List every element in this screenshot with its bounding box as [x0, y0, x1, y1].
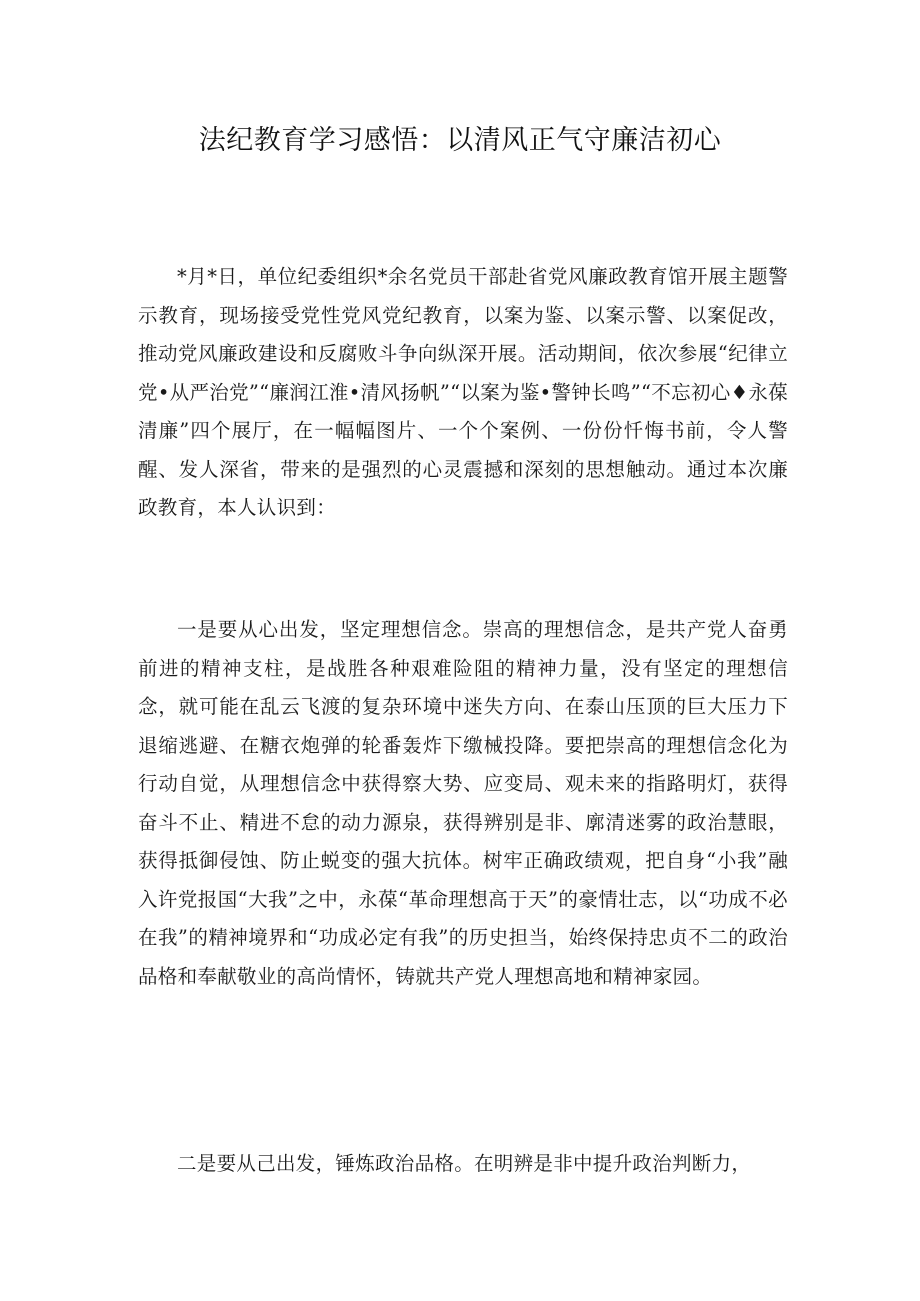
paragraph-point-one: 一是要从心出发，坚定理想信念。崇高的理想信念，是共产党人奋勇前进的精神支柱，是战胜各种艰难险阻的精神力量，没有坚定的理想信念，就可能在乱云飞渡的复杂环境中迷失方向、在泰山压顶的巨大压力下退缩逃避、在糖衣炮弹的轮番轰炸下缴械投降。要把崇高的理想信念化为行动自觉，从理想信念中获得察大势、应变局、观未来的指路明灯，获得奋斗不止、精进不怠的动力源泉，获得辨别是非、廓清迷雾的政治慧眼，获得抵御侵蚀、防止蜕变的强大抗体。树牢正确政绩观，把自身“小我”融入许党报国“大我”之中，永葆“革命理想高于天”的豪情壮志，以“功成不必在我”的精神境界和“功成必定有我”的历史担当，始终保持忠贞不二的政治品格和奉献敬业的高尚情怀，铸就共产党人理想高地和精神家园。 — [138, 618, 788, 988]
document-title: 法纪教育学习感悟：以清风正气守廉洁初心 — [198, 125, 722, 156]
paragraph-point-two: 二是要从己出发，锤炼政治品格。在明辨是非中提升政治判断力， — [177, 1152, 752, 1175]
paragraph-intro: *月*日，单位纪委组织*余名党员干部赴省党风廉政教育馆开展主题警示教育，现场接受党性党风党纪教育，以案为鉴、以案示警、以案促改，推动党风廉政建设和反腐败斗争向纵深开展。活动期间，依次参展“纪律立党•从严治党”“廉润江淮•清风扬帆”“以案为鉴•警钟长鸣”“不忘初心♦永葆清廉”四个展厅，在一幅幅图片、一个个案例、一份份忏悔书前，令人警醒、发人深省，带来的是强烈的心灵震撼和深刻的思想触动。通过本次廉政教育，本人认识到： — [138, 265, 788, 519]
